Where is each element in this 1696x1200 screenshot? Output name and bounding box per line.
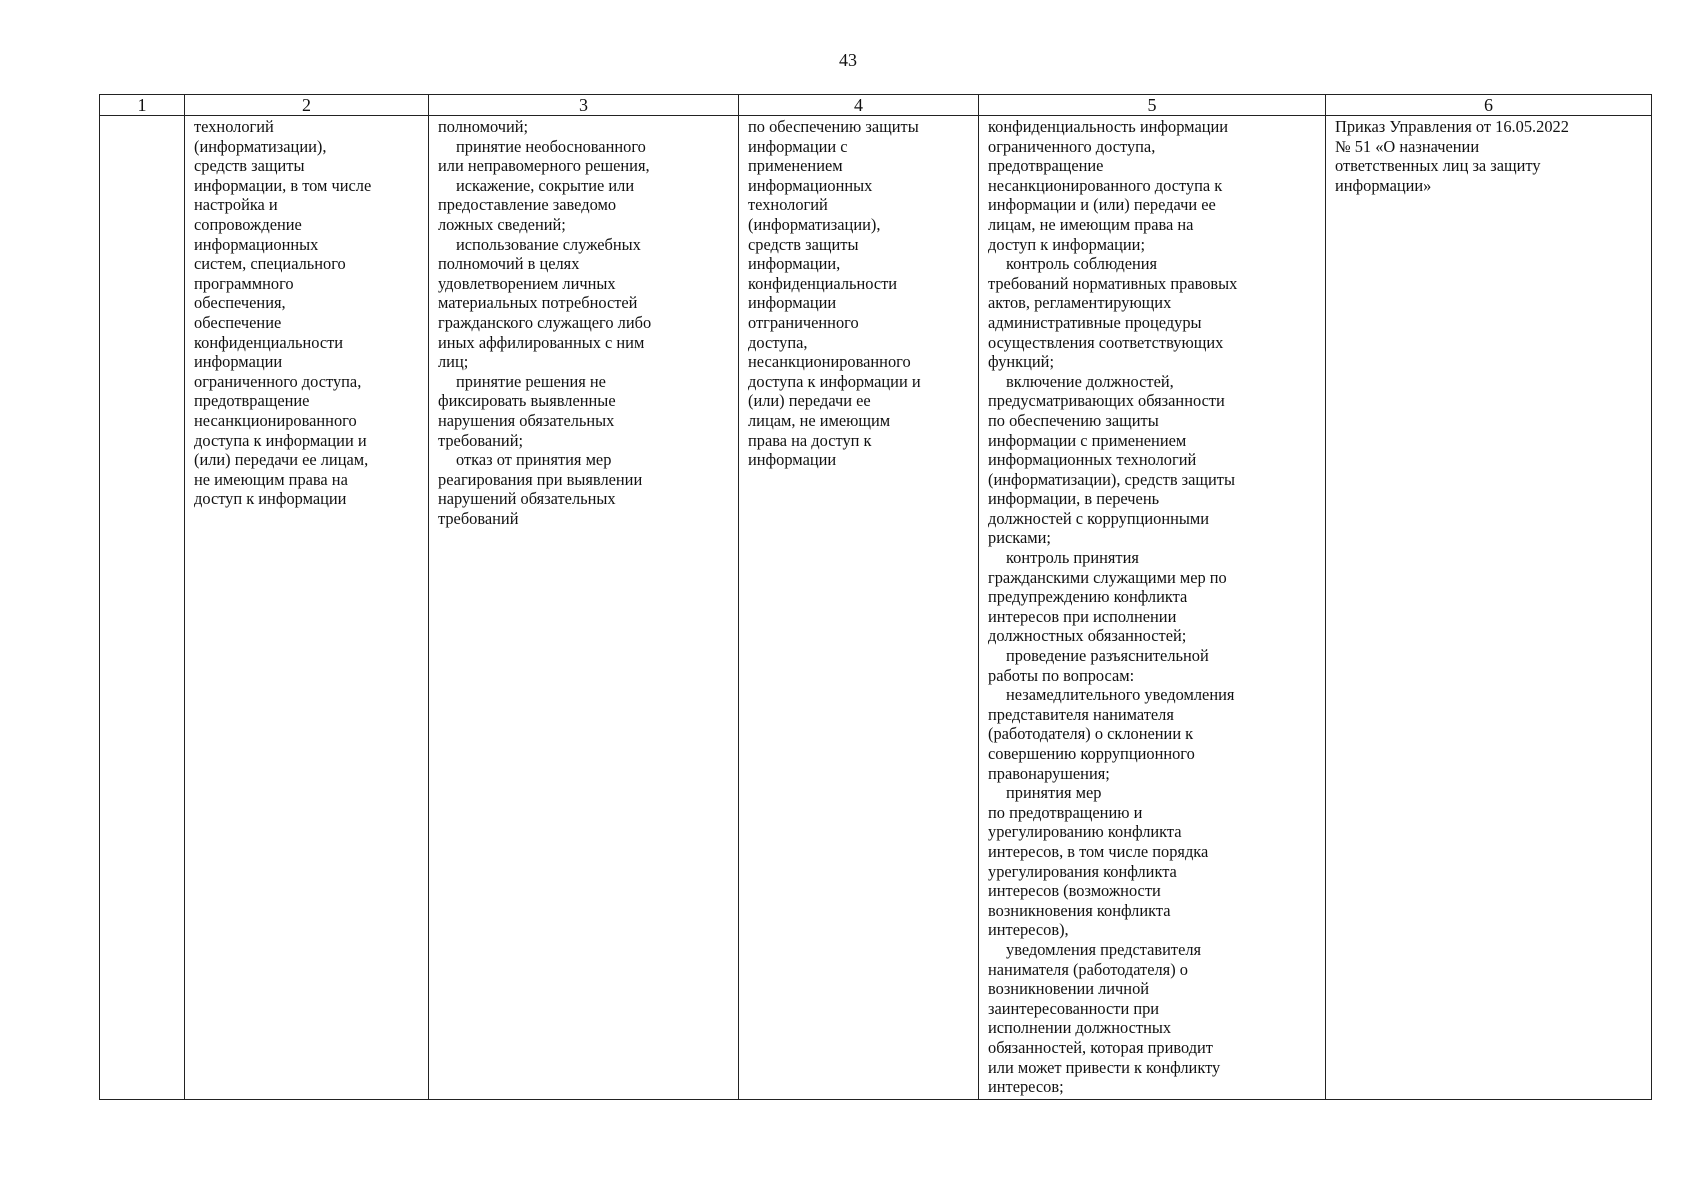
cell-text-line: ограниченного доступа, bbox=[194, 371, 362, 391]
cell-text-line: интересов (возможности bbox=[988, 881, 1161, 901]
cell-text-line: использование служебных bbox=[456, 234, 641, 254]
table-cell-col5 bbox=[979, 116, 1326, 1100]
cell-text-line: технологий bbox=[748, 195, 828, 215]
cell-text-line: гражданскими служащими мер по bbox=[988, 567, 1227, 587]
cell-text-line: сопровождение bbox=[194, 214, 302, 234]
cell-text-line: (работодателя) о склонении к bbox=[988, 724, 1194, 744]
cell-text-line: доступа, bbox=[748, 332, 808, 352]
cell-text-line: правонарушения; bbox=[988, 763, 1110, 783]
cell-text-line: обязанностей, которая приводит bbox=[988, 1037, 1213, 1057]
cell-text-line: административные процедуры bbox=[988, 312, 1202, 332]
cell-text-line: работы по вопросам: bbox=[988, 665, 1135, 685]
cell-text-line: настройка и bbox=[194, 195, 278, 215]
table-cell-col2 bbox=[185, 116, 429, 1100]
cell-text-line: ограниченного доступа, bbox=[988, 136, 1156, 156]
cell-text-line: доступ к информации; bbox=[988, 234, 1145, 254]
cell-text-line: осуществления соответствующих bbox=[988, 332, 1224, 352]
cell-text-line: или может привести к конфликту bbox=[988, 1057, 1221, 1077]
cell-text-line: гражданского служащего либо bbox=[438, 312, 652, 332]
cell-text-line: должностных обязанностей; bbox=[988, 626, 1187, 646]
cell-text-line: материальных потребностей bbox=[438, 293, 638, 313]
cell-text-line: по обеспечению защиты bbox=[988, 410, 1159, 430]
table-cell-col6 bbox=[1326, 116, 1652, 1100]
cell-text-line: принятия мер bbox=[1006, 783, 1102, 803]
cell-text-line: обеспечение bbox=[194, 312, 282, 332]
cell-text-line: контроль принятия bbox=[1006, 548, 1139, 568]
cell-text-line: средств защиты bbox=[194, 156, 305, 176]
cell-text-line: интересов при исполнении bbox=[988, 606, 1177, 626]
table-header-row bbox=[100, 95, 1652, 116]
cell-text-line: доступ к информации bbox=[194, 489, 347, 509]
cell-text-line: систем, специального bbox=[194, 254, 346, 274]
cell-text-line: информации, bbox=[748, 254, 841, 274]
cell-text-line: лицам, не имеющим права на bbox=[988, 214, 1194, 234]
cell-text-line: применением bbox=[748, 156, 843, 176]
cell-text-line: интересов; bbox=[988, 1077, 1064, 1097]
cell-text-line: по предотвращению и bbox=[988, 802, 1143, 822]
cell-text-line: исполнении должностных bbox=[988, 1018, 1172, 1038]
cell-text-line: (или) передачи ее bbox=[748, 391, 871, 411]
cell-text-line: предупреждению конфликта bbox=[988, 587, 1188, 607]
cell-text-line: информационных bbox=[748, 175, 873, 195]
cell-text-line: включение должностей, bbox=[1006, 371, 1174, 391]
cell-text-line: информационных bbox=[194, 234, 319, 254]
cell-text-line: несанкционированного bbox=[194, 410, 357, 430]
cell-text-line: рисками; bbox=[988, 528, 1051, 548]
table-row bbox=[100, 116, 1652, 1100]
table-cell-col1 bbox=[100, 116, 185, 1100]
cell-text-line: иных аффилированных с ним bbox=[438, 332, 645, 352]
cell-text-line: предоставление заведомо bbox=[438, 195, 617, 215]
cell-text-line: по обеспечению защиты bbox=[748, 117, 919, 136]
cell-text-line: информационных технологий bbox=[988, 450, 1197, 470]
cell-text-line: или неправомерного решения, bbox=[438, 156, 650, 176]
page-number: 43 bbox=[839, 50, 857, 70]
cell-text-line: программного bbox=[194, 273, 294, 293]
cell-text-line: (или) передачи ее лицам, bbox=[194, 450, 369, 470]
cell-text-line: средств защиты bbox=[748, 234, 859, 254]
cell-text-line: информации с применением bbox=[988, 430, 1187, 450]
cell-text-line: несанкционированного доступа к bbox=[988, 175, 1223, 195]
cell-text-line: информации и (или) передачи ее bbox=[988, 195, 1216, 215]
table-cell-col4 bbox=[739, 116, 979, 1100]
cell-text-line: урегулированию конфликта bbox=[988, 822, 1182, 842]
cell-text-line: информации bbox=[748, 293, 837, 313]
cell-text-line: несанкционированного bbox=[748, 352, 911, 372]
cell-text-line: предотвращение bbox=[988, 156, 1104, 176]
cell-text-line: нанимателя (работодателя) о bbox=[988, 959, 1188, 979]
cell-text-line: информации» bbox=[1335, 175, 1432, 195]
cell-text-line: нарушений обязательных bbox=[438, 489, 616, 509]
table-cell-col3 bbox=[429, 116, 739, 1100]
cell-text-line: отказ от принятия мер bbox=[456, 450, 612, 470]
column-header-6: 6 bbox=[1326, 95, 1652, 116]
cell-text-line: искажение, сокрытие или bbox=[456, 175, 635, 195]
cell-text-line: информации, в том числе bbox=[194, 175, 372, 195]
cell-text-line: конфиденциальность информации bbox=[988, 117, 1229, 136]
cell-text-line: обеспечения, bbox=[194, 293, 286, 313]
cell-text-line: ответственных лиц за защиту bbox=[1335, 156, 1541, 176]
cell-text-line: доступа к информации и bbox=[748, 371, 921, 391]
cell-text-line: не имеющим права на bbox=[194, 469, 348, 489]
cell-text-line: лицам, не имеющим bbox=[748, 410, 891, 430]
column-header-4: 4 bbox=[739, 95, 979, 116]
cell-text-line: удовлетворением личных bbox=[438, 273, 616, 293]
cell-text-line: информации bbox=[748, 450, 837, 470]
cell-text-line: принятие необоснованного bbox=[456, 136, 646, 156]
cell-text-line: урегулирования конфликта bbox=[988, 861, 1177, 881]
cell-text-line: информации bbox=[194, 352, 283, 372]
cell-text-line: предотвращение bbox=[194, 391, 310, 411]
cell-text-line: возникновения конфликта bbox=[988, 900, 1171, 920]
column-header-1: 1 bbox=[100, 95, 185, 116]
cell-text-line: полномочий; bbox=[438, 117, 529, 136]
cell-text-line: информации, в перечень bbox=[988, 489, 1160, 509]
cell-text-line: проведение разъяснительной bbox=[1006, 646, 1209, 666]
cell-text-line: реагирования при выявлении bbox=[438, 469, 643, 489]
cell-text-line: совершению коррупционного bbox=[988, 744, 1195, 763]
cell-text-line: требований; bbox=[438, 430, 524, 450]
cell-text-line: доступа к информации и bbox=[194, 430, 367, 450]
cell-text-line: (информатизации), средств защиты bbox=[988, 469, 1235, 489]
cell-text-line: интересов), bbox=[988, 920, 1069, 940]
cell-text-line: контроль соблюдения bbox=[1006, 254, 1158, 274]
cell-text-line: требований bbox=[438, 508, 519, 528]
cell-text-line: ложных сведений; bbox=[438, 214, 566, 234]
cell-text-line: требований нормативных правовых bbox=[988, 273, 1238, 293]
cell-text-line: полномочий в целях bbox=[438, 254, 580, 274]
cell-text-line: (информатизации), bbox=[748, 214, 881, 234]
cell-text-line: конфиденциальности bbox=[194, 332, 344, 352]
cell-text-line: уведомления представителя bbox=[1006, 939, 1202, 959]
cell-text-line: отграниченного bbox=[748, 312, 859, 332]
cell-text-line: предусматривающих обязанности bbox=[988, 391, 1225, 411]
cell-text-line: заинтересованности при bbox=[988, 998, 1160, 1018]
cell-text-line: представителя нанимателя bbox=[988, 704, 1174, 724]
cell-text-line: должностей с коррупционными bbox=[988, 508, 1210, 528]
cell-text-line: нарушения обязательных bbox=[438, 410, 615, 430]
cell-text-line: незамедлительного уведомления bbox=[1006, 685, 1235, 705]
cell-text-line: интересов, в том числе порядка bbox=[988, 841, 1209, 861]
cell-text-line: возникновении личной bbox=[988, 979, 1150, 999]
cell-text-line: информации с bbox=[748, 136, 848, 156]
cell-text-line: принятие решения не bbox=[456, 371, 606, 391]
cell-text-line: № 51 «О назначении bbox=[1335, 136, 1480, 156]
cell-text-line: конфиденциальности bbox=[748, 273, 898, 293]
column-header-3: 3 bbox=[429, 95, 739, 116]
cell-text-line: технологий bbox=[194, 117, 274, 136]
cell-text-line: лиц; bbox=[438, 352, 469, 372]
cell-text-line: права на доступ к bbox=[748, 430, 872, 450]
cell-text-line: актов, регламентирующих bbox=[988, 293, 1172, 313]
column-header-5: 5 bbox=[979, 95, 1326, 116]
cell-text-line: фиксировать выявленные bbox=[438, 391, 616, 411]
document-table bbox=[99, 94, 1652, 1100]
cell-text-line: функций; bbox=[988, 352, 1055, 372]
cell-text-line: Приказ Управления от 16.05.2022 bbox=[1335, 117, 1569, 136]
column-header-2: 2 bbox=[185, 95, 429, 116]
cell-text-line: (информатизации), bbox=[194, 136, 327, 156]
